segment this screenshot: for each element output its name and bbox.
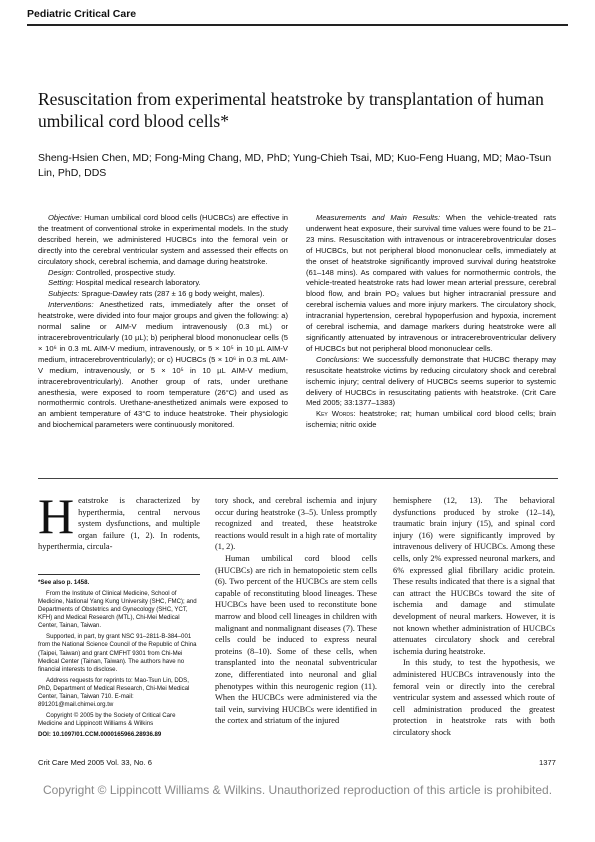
abstract-left-column [38,213,288,431]
results-text: When the vehicle-treated rats underwent heat exposure, their survival time values were found to be 21–23 mins. Resuscitation with intravenous or intracerebroventricular doses of HUCBCs, but not peripheral blood mononuclear cells, immediately at the onset of heatstroke significantly improved survival during heatstroke (61–148 mins). As compared with values for normothermic controls, the vehicle-treated heatstroke rats had lower mean arterial pressure, cerebral blood flow, and brain PO₂ values but higher intracranial pressure and cerebral ischemia values and more injury markers. The circulatory shock, intracranial hypertension, cerebral hypoperfusion and hypoxia, increment of cerebral ischemia, and damage markers during heatstroke were all significantly attenuated by intravenous or intracerebroventricular delivery of HUCBCs but not peripheral blood mononuclear cells. [306,213,556,353]
subjects-heading: Subjects: [48,289,80,299]
setting-heading: Setting: [48,278,74,288]
footnote-doi: DOI: 10.1097/01.CCM.0000165966.28936.89 [38,731,162,739]
article-title: Resuscitation from experimental heatstroke by transplantation of human umbilical cord blood cells* [38,89,544,131]
body-paragraph: In this study, to test the hypothesis, we administered HUCBCs intravenously into the femoral vein or directly into the cerebral ventricular system and assessed which route of cell administration produced the greatest protection in heatstroke rats with both circulatory shock [393,658,555,737]
footnote-divider [38,574,200,575]
footer-journal-citation: Crit Care Med 2005 Vol. 33, No. 6 [38,758,152,767]
abstract-right-column [306,213,556,431]
footnote-affiliations: From the Institute of Clinical Medicine, School of Medicine, National Yang Kung University (SHC, FMC); and Departments of Obstetrics and Gynecology (SHC, YCT, KFH) and Medical Research (MTL), Chi-Mei Medical Center, Tainan, Taiwan. [38,589,197,630]
design-heading: Design: [48,267,74,277]
body-paragraph: hemisphere (12, 13). The behavioral dysfunctions produced by stroke (12–14), traumatic brain injury (15), and spinal cord injury (16) were significantly improved by intravenous delivery of HUCBCs. Among these cells, only 2% expressed neuronal markers, and 6% expressed glial fibrillary acidic protein. These results indicated that there is a signal that can attract the HUCBCs toward the site of ischemia and damage and stimulate development of neural markers. However, it is not known whether administration of HUCBCs attenuates circulatory shock and cerebral ischemia during heatstroke. [393,496,555,656]
section-label: Pediatric Critical Care [27,8,137,20]
results-heading: Measurements and Main Results: [316,213,441,222]
body-paragraph: tory shock, and cerebral ischemia and injury occur during heatstroke (3–5). Unless promptly recognized and treated, these heatstroke reactions would result in a high rate of mortality (1, 2). [215,496,377,552]
body-column-1 [38,488,200,553]
copyright-notice: Copyright © Lippincott Williams & Wilkins. Unauthorized reproduction of this article is prohibited. [42,783,553,797]
footnote-reprints: Address requests for reprints to: Mao-Tsun Lin, DDS, PhD, Department of Medical Research, Chi-Mei Medical Center, Tainan, Taiwan 710. E-mail: 891201@mail.chimei.org.tw [38,676,190,709]
body-column-3 [393,495,555,738]
subjects-text: Sprague-Dawley rats (287 ± 16 g body weight, males). [79,289,265,299]
page-number: 1377 [539,758,556,767]
keywords-text: heatstroke; rat; human umbilical cord blood cells; brain ischemia; nitric oxide [306,409,557,430]
body-paragraph: Human umbilical cord blood cells (HUCBCs) are rich in hematopoietic stem cells (6). Two percent of the HUCBCs are stem cells capable of reconstituting blood lineages. These HUCBCs have been used to reconstitute bone marrow and blood cell lineages in children with malignant and nonmalignant diseases (7). These cells could be induced to express neural proteins (8–10). Some of these cells, when transplanted into the neonatal subventricular zone, differentiated into neuronal and glial phenotypes within this neurogenic region (11). When the HUCBCs were administered via the tail vein, surviving HUCBCs were identified in the cortex and striatum of the injured [215,553,377,726]
conclusions-text: We successfully demonstrate that HUCBC therapy may resuscitate heatstroke victims by reducing circulatory shock and cerebral ischemic injury; central delivery of HUCBCs seems superior to systemic delivery of HUCBCs in resuscitating patients with heatstroke. (Crit Care Med 2005; 33:1377–1383) [306,354,556,408]
interventions-heading: Interventions: [48,300,94,310]
interventions-text: Anesthetized rats, immediately after the onset of heatstroke, were divided into four major groups and given the following: a) normal saline or AIM-V medium intravenously (0.3 mL) or intracerebroventricularly (10 µL); b) peripheral blood mononuclear cells (5 × 10⁶ in 0.3 mL AIM-V medium, intravenously, or 5 × 10⁵ in 10 µL AIM-V medium, intracerebroventricularly); or c) HUCBCs (5 × 10⁶ in 0.3 mL AIM-V medium, intravenously, or 5 × 10⁵ in 10 µL AIM-V medium, intracerebroventricularly). Another group of rats, under urethane anesthesia, were exposed to room temperature (26°C) and used as normothermic controls. Urethane-anesthetized animals were exposed to an ambient temperature of 43°C to induce heatstroke. Their physiologic and biochemical parameters were continuously monitored. [38,300,288,430]
footnote-copyright: Copyright © 2005 by the Society of Critical Care Medicine and Lippincott Williams & Wilkins [38,712,176,728]
abstract-divider [38,478,558,479]
footnote-see-also: *See also p. 1458. [38,578,90,586]
section-divider [27,24,568,26]
drop-cap: H [38,488,75,544]
keywords-heading: Key Words: [316,409,356,419]
design-text: Controlled, prospective study. [73,267,176,277]
body-column-2 [215,495,377,727]
objective-heading: Objective: [48,213,82,222]
objective-text: Human umbilical cord blood cells (HUCBCs) are effective in the treatment of conventional stroke in experimental models. In the study described herein, we administered HUCBCs into the femoral vein or directly into the cerebral ventricular system and assessed their effects on circulatory shock, cerebral ischemia, and damage during heatstroke. [38,213,288,266]
setting-text: Hospital medical research laboratory. [73,278,201,288]
body-paragraph: eatstroke is characterized by hyperthermia, central nervous system dysfunctions, and multiple organ failure (1, 2). In rodents, hyperthermia, circula- [38,496,200,552]
conclusions-heading: Conclusions: [316,354,360,364]
footnotes [38,574,200,742]
footnote-support: Supported, in part, by grant NSC 91–2811-B-384–001 from the National Science Council of the Republic of China (Taipei, Taiwan) and grant CMFHT 9301 from Chi-Mei Medical Center (Tainan, Taiwan). The authors have no financial interests to disclose. [38,633,197,673]
author-list: Sheng-Hsien Chen, MD; Fong-Ming Chang, MD, PhD; Yung-Chieh Tsai, MD; Kuo-Feng Huang, MD; Mao-Tsun Lin, PhD, DDS [38,152,552,179]
